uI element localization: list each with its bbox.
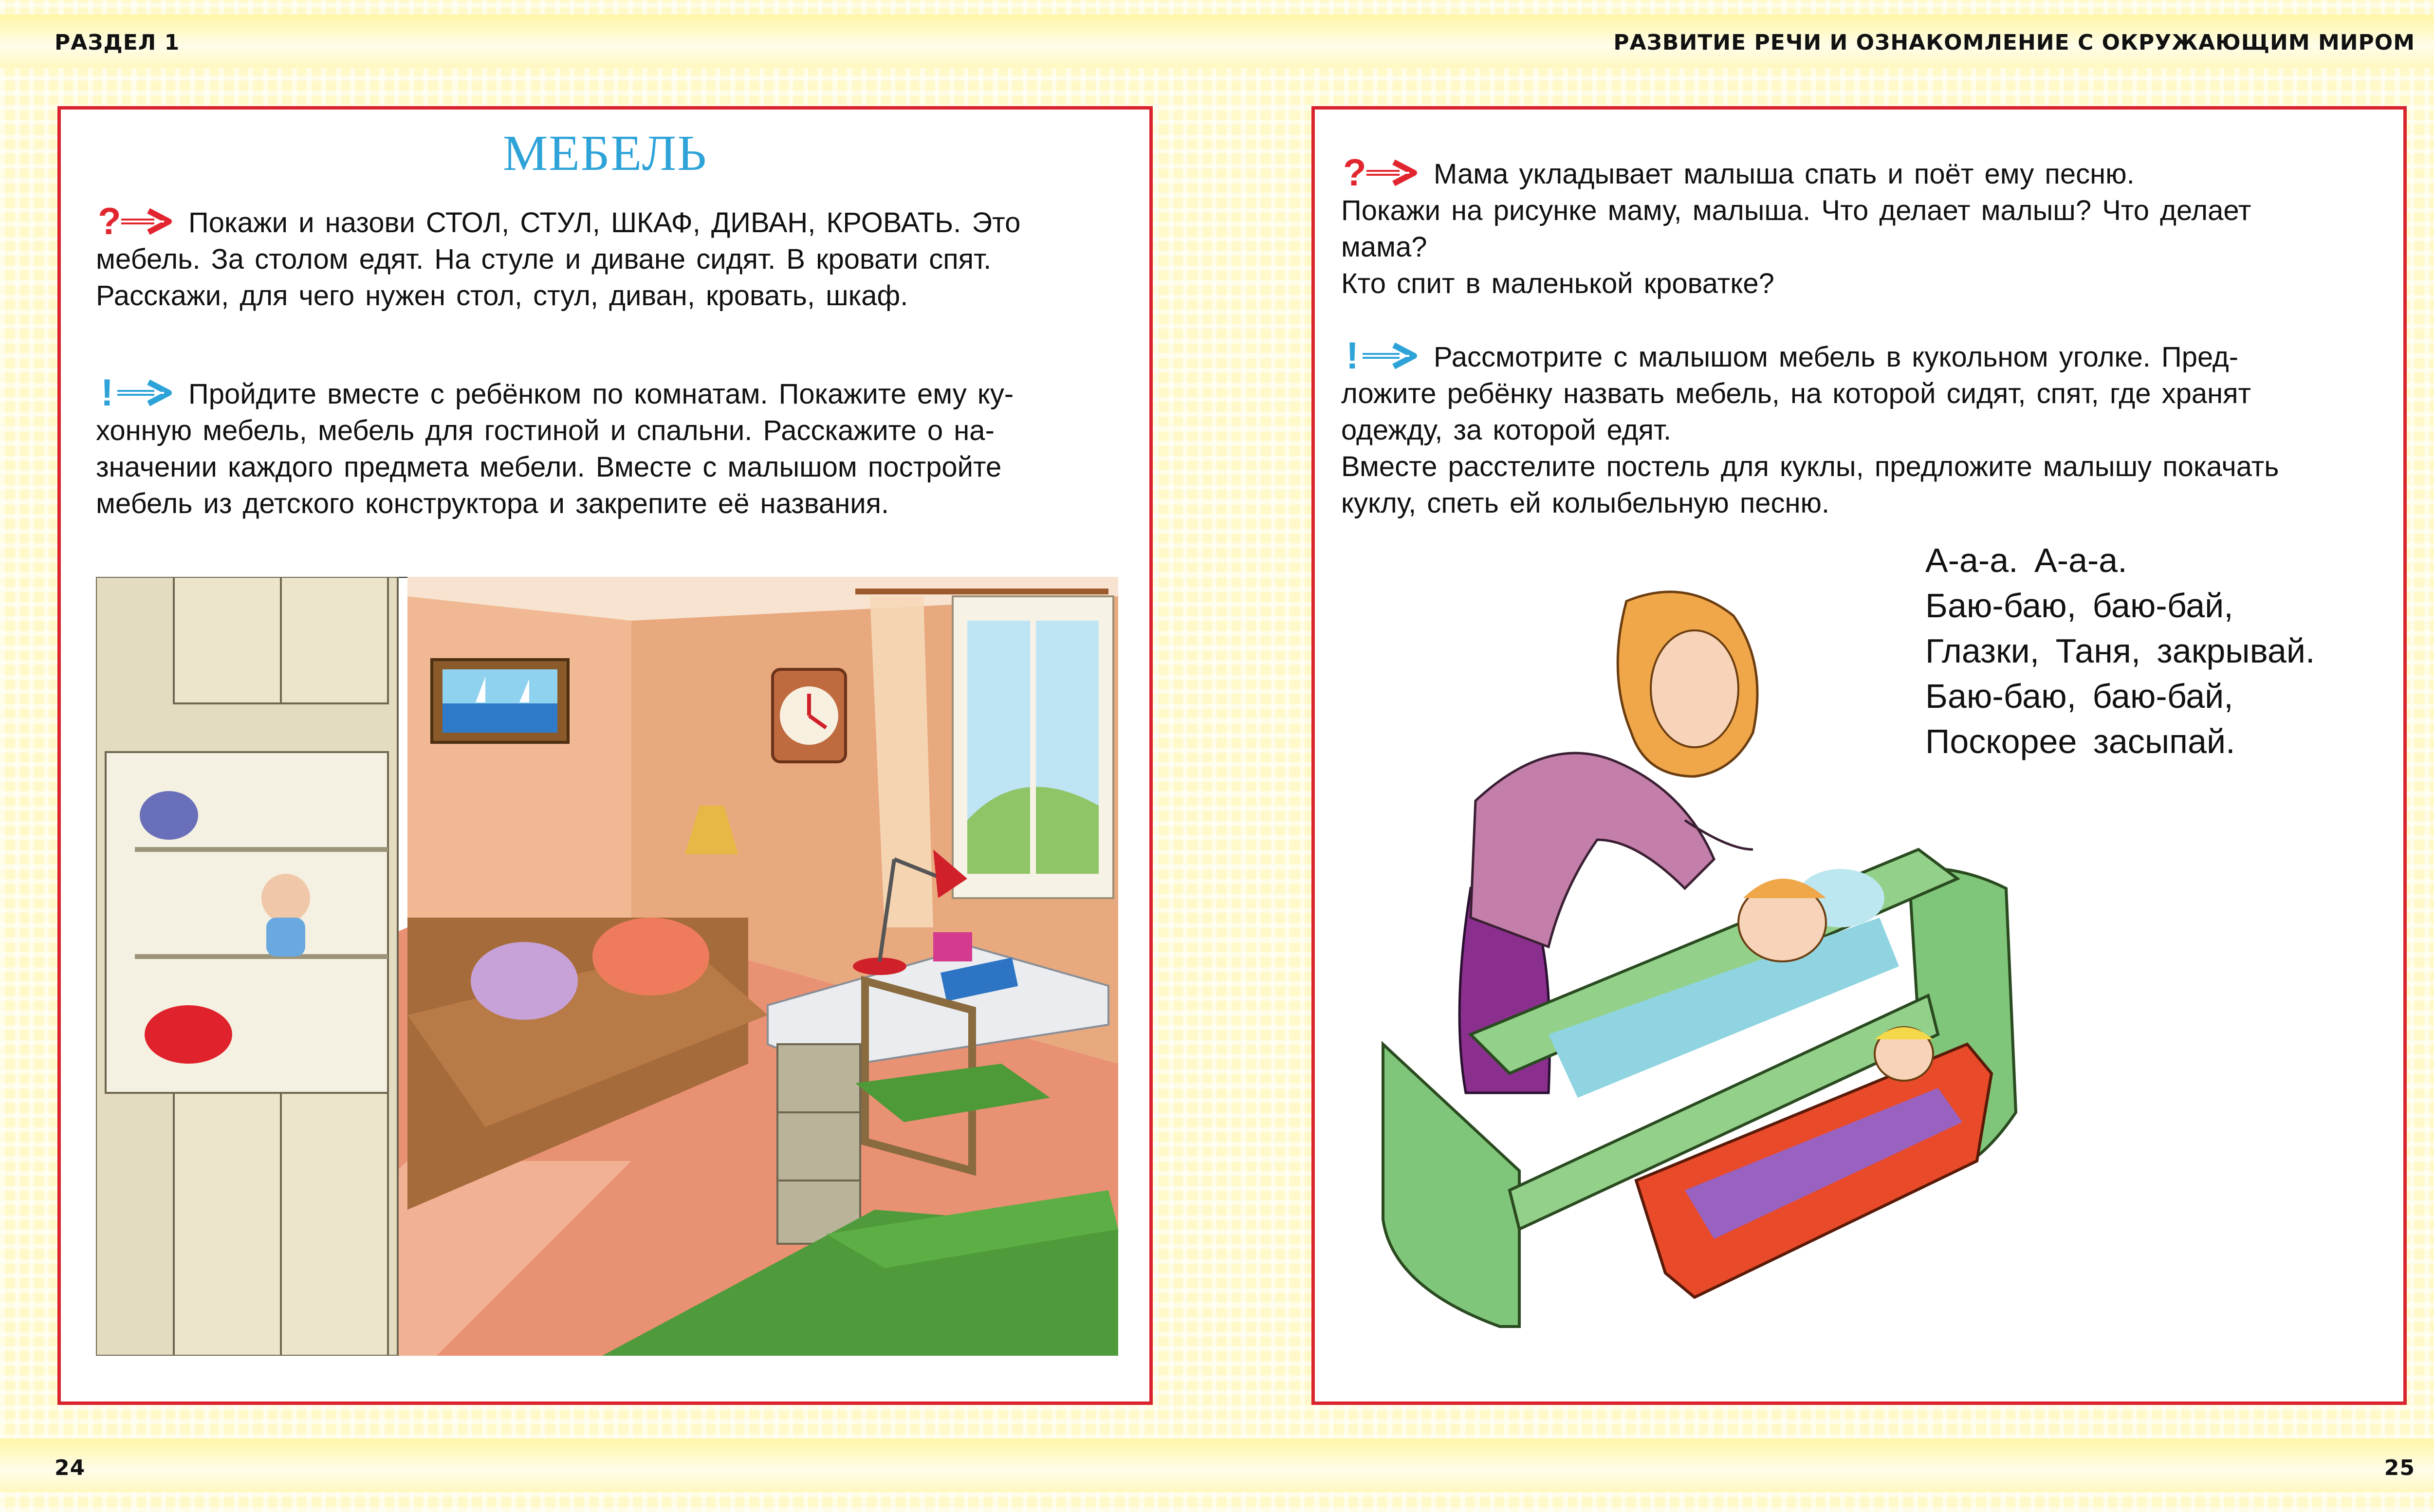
mother-cradle-illustration [1344, 548, 2133, 1375]
lullaby-line-2: Баю-баю, баю-бай, [1925, 587, 2233, 625]
parent-tip-line-1: Рассмотрите с малышом мебель в кукольном уголке. Пред- [1434, 341, 2239, 373]
child-task-line-1: Покажи и назови СТОЛ, СТУЛ, ШКАФ, ДИВАН, КРОВАТЬ. Это [188, 207, 1021, 239]
parent-tip-line-3: значении каждого предмета мебели. Вместе с малышом постройте [96, 451, 1002, 483]
svg-text:!: ! [1346, 336, 1359, 375]
parent-tip-line-2: ложите ребёнку назвать мебель, на которой сидят, спят, где хранят [1341, 378, 2251, 409]
parent-tip-paragraph [96, 373, 1118, 522]
painting [432, 660, 568, 742]
page-number-left: 24 [55, 1456, 86, 1480]
parent-tip-line-5: куклу, спеть ей колыбельную песню. [1341, 487, 1830, 519]
text-line [1341, 336, 2381, 375]
child-task-line-3: Расскажи, для чего нужен стол, стул, диван, кровать, шкаф. [96, 280, 908, 312]
parent-tip-line-4: Вместе расстелите постель для куклы, предложите малышу покачать [1341, 451, 2279, 482]
child-task-paragraph [96, 202, 1118, 314]
lullaby-line-5: Поскорее засыпай. [1925, 722, 2235, 760]
child-task-line-4: Кто спит в маленькой кроватке? [1341, 268, 1774, 299]
bottom-band [0, 1438, 2434, 1492]
question-arrow-icon [1341, 153, 1423, 192]
text-line [96, 373, 1118, 412]
page-number-right: 25 [2384, 1456, 2415, 1480]
parent-tip-line-1: Пройдите вместе с ребёнком по комнатам. Покажите ему ку- [188, 378, 1014, 410]
svg-text:?: ? [1343, 153, 1366, 192]
parent-tip-line-4: мебель из детского конструктора и закрепите её названия. [96, 488, 889, 519]
parent-tip-line-3: одежду, за которой едят. [1341, 414, 1672, 446]
text-line [1341, 153, 2381, 192]
child-task-paragraph [1341, 153, 2381, 302]
parent-tip-paragraph [1341, 336, 2381, 521]
svg-text:?: ? [98, 202, 121, 241]
child-task-line-3: мама? [1341, 231, 1427, 263]
right-page [1311, 106, 2407, 1405]
child-task-line-1: Мама укладывает малыша спать и поёт ему песню. [1434, 158, 2135, 190]
topic-label: РАЗВИТИЕ РЕЧИ И ОЗНАКОМЛЕНИЕ С ОКРУЖАЮЩИМ МИРОМ [1613, 30, 2415, 55]
question-arrow-icon [96, 202, 178, 241]
page-title: МЕБЕЛЬ [502, 125, 708, 181]
child-task-line-2: Покажи на рисунке маму, малыша. Что делает малыш? Что делает [1341, 195, 2251, 226]
lullaby-line-1: А-а-а. А-а-а. [1925, 541, 2127, 579]
parent-tip-line-2: хонную мебель, мебель для гостиной и спальни. Расскажите о на- [96, 415, 995, 446]
svg-text:!: ! [101, 373, 113, 412]
lullaby-line-3: Глазки, Таня, закрывай. [1925, 632, 2315, 670]
section-label: РАЗДЕЛ 1 [55, 30, 180, 55]
exclamation-arrow-icon [1341, 336, 1423, 375]
wardrobe [96, 577, 398, 1356]
left-page [57, 106, 1153, 1405]
exclamation-arrow-icon [96, 373, 178, 412]
window [953, 596, 1113, 898]
lullaby-line-4: Баю-баю, баю-бай, [1925, 677, 2233, 715]
room-illustration [96, 577, 1118, 1356]
child-task-line-2: мебель. За столом едят. На стуле и диване сидят. В кровати спят. [96, 243, 992, 275]
wall-clock [773, 669, 846, 762]
text-line [96, 202, 1118, 241]
